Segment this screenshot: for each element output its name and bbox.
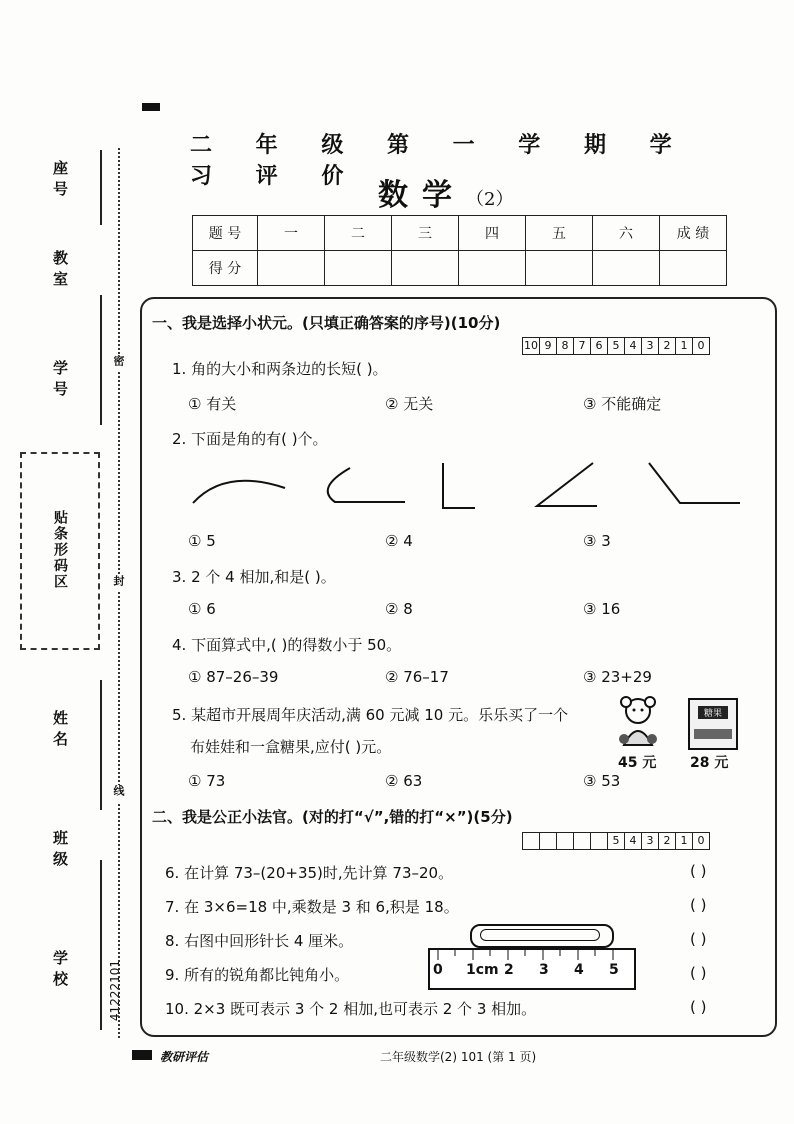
score-row-label: 得 分 — [193, 251, 258, 286]
name-label: 姓名 — [51, 710, 69, 752]
counter-cell: 5 — [608, 833, 625, 849]
ruler-label-3: 3 — [539, 962, 549, 978]
score-table — [192, 215, 727, 286]
angle-figures — [185, 458, 745, 520]
q3-option-1: ① 6 — [188, 600, 216, 618]
divider-line — [100, 860, 102, 1030]
judge-item-10: 10. 2×3 既可表示 3 个 2 相加,也可表示 2 个 3 相加。 — [165, 1000, 537, 1018]
candy-box-icon — [688, 698, 738, 750]
class-label: 班级 — [51, 830, 69, 872]
q3-option-3: ③ 16 — [583, 600, 621, 618]
divider-line — [100, 150, 102, 225]
counter-cell: 0 — [697, 834, 705, 847]
q4-option-2: ② 76–17 — [385, 668, 449, 686]
counter-cell: 1 — [676, 338, 693, 354]
counter-cell: 4 — [625, 338, 642, 354]
divider-line — [100, 680, 102, 810]
seal-mark-3: 线 — [112, 785, 125, 802]
score-cell[interactable] — [660, 251, 727, 286]
score-cell[interactable] — [392, 251, 459, 286]
doll-price: 45 元 — [618, 755, 657, 771]
ruler-ticks — [430, 950, 634, 962]
counter-cell: 9 — [540, 338, 557, 354]
q2-option-2: ② 4 — [385, 532, 413, 550]
acute-angle-figure — [537, 463, 597, 506]
score-header-cell: 题 号 — [193, 216, 258, 251]
barcode-label: 贴条形码区 — [52, 510, 68, 590]
divider-line — [100, 295, 102, 425]
ruler — [428, 948, 636, 990]
footer-mark — [132, 1050, 152, 1060]
counter-cell: 8 — [557, 338, 574, 354]
question-4: 4. 下面算式中,( )的得数小于 50。 — [172, 636, 402, 654]
counter-cell — [574, 833, 591, 849]
ruler-label-4: 4 — [574, 962, 584, 978]
judge-item-8: 8. 右图中回形针长 4 厘米。 — [165, 932, 354, 950]
answer-paren-9[interactable]: ( ) — [690, 964, 707, 982]
q1-option-2: ② 无关 — [385, 395, 434, 413]
page-title: 二 年 级 第 一 学 期 学 习 评 价 — [190, 133, 690, 189]
q1-option-1: ① 有关 — [188, 395, 237, 413]
seat-label: 座号 — [51, 160, 69, 202]
seal-line — [118, 148, 120, 1038]
ruler-label-0: 0 — [433, 962, 443, 978]
counter-cell: 2 — [659, 338, 676, 354]
counter-cell: 1 — [676, 833, 693, 849]
q5-option-2: ② 63 — [385, 772, 423, 790]
paperclip-inner — [480, 929, 600, 941]
counter-cell — [591, 833, 608, 849]
question-5-line1: 5. 某超市开展周年庆活动,满 60 元减 10 元。乐乐买了一个 — [172, 706, 569, 724]
score-cell[interactable] — [258, 251, 325, 286]
score-cell[interactable] — [526, 251, 593, 286]
subject-title — [378, 170, 513, 214]
score-header-cell: 二 — [325, 216, 392, 251]
answer-paren-10[interactable]: ( ) — [690, 998, 707, 1016]
q1-option-3: ③ 不能确定 — [583, 395, 662, 413]
score-header-cell: 成 绩 — [660, 216, 727, 251]
footer-center: 二年级数学(2) 101 (第 1 页) — [380, 1050, 537, 1064]
section2-score-counter — [522, 832, 710, 850]
counter-cell — [557, 833, 574, 849]
score-header-cell: 六 — [593, 216, 660, 251]
answer-paren-6[interactable]: ( ) — [690, 862, 707, 880]
paperclip-icon — [470, 924, 614, 948]
counter-cell: 5 — [608, 338, 625, 354]
obtuse-angle-figure — [649, 463, 740, 503]
section1-score-counter — [522, 337, 710, 355]
counter-cell: 3 — [642, 338, 659, 354]
counter-cell: 2 — [659, 833, 676, 849]
q5-option-3: ③ 53 — [583, 772, 621, 790]
counter-cell — [523, 833, 540, 849]
school-label: 学校 — [51, 950, 69, 992]
ruler-label-1: 1cm — [466, 962, 499, 978]
question-3: 3. 2 个 4 相加,和是( )。 — [172, 568, 336, 586]
seal-mark-2: 封 — [112, 575, 125, 592]
question-2: 2. 下面是角的有( )个。 — [172, 430, 328, 448]
counter-cell: 3 — [642, 833, 659, 849]
question-1: 1. 角的大小和两条边的长短( )。 — [172, 360, 388, 378]
score-cell[interactable] — [459, 251, 526, 286]
q4-option-1: ① 87–26–39 — [188, 668, 279, 686]
q3-option-2: ② 8 — [385, 600, 413, 618]
arc-figure — [193, 481, 285, 503]
right-angle-figure — [443, 463, 475, 508]
subject-number: （2） — [466, 189, 514, 210]
subject-name: 数学 — [378, 178, 466, 213]
counter-cell: 4 — [625, 833, 642, 849]
candy-price: 28 元 — [690, 755, 729, 771]
code-label: 41222101 — [108, 960, 122, 1022]
q2-option-1: ① 5 — [188, 532, 216, 550]
ruler-label-2: 2 — [504, 962, 514, 978]
counter-cell: 7 — [574, 338, 591, 354]
score-cell[interactable] — [593, 251, 660, 286]
judge-item-7: 7. 在 3×6=18 中,乘数是 3 和 6,积是 18。 — [165, 898, 459, 916]
question-5-line2: 布娃娃和一盒糖果,应付( )元。 — [190, 738, 392, 756]
q5-option-1: ① 73 — [188, 772, 226, 790]
score-header-cell: 一 — [258, 216, 325, 251]
score-cell[interactable] — [325, 251, 392, 286]
judge-item-9: 9. 所有的锐角都比钝角小。 — [165, 966, 350, 984]
counter-cell: 6 — [591, 338, 608, 354]
doll-icon — [610, 695, 666, 749]
counter-cell: 10 — [524, 339, 538, 352]
score-header-cell: 五 — [526, 216, 593, 251]
room-label: 教室 — [51, 250, 69, 292]
candy-box-stripe — [694, 729, 732, 739]
student-no-label: 学号 — [51, 360, 69, 402]
answer-paren-7[interactable]: ( ) — [690, 896, 707, 914]
footer-left: 教研评估 — [160, 1050, 209, 1064]
corner-mark — [142, 103, 160, 111]
q4-option-3: ③ 23+29 — [583, 668, 652, 686]
candy-box-label: 糖果 — [698, 706, 728, 719]
curve-figure — [328, 468, 405, 502]
score-header-cell: 四 — [459, 216, 526, 251]
section1-title: 一、我是选择小状元。(只填正确答案的序号)(10分) — [152, 314, 501, 332]
answer-paren-8[interactable]: ( ) — [690, 930, 707, 948]
ruler-label-5: 5 — [609, 962, 619, 978]
judge-item-6: 6. 在计算 73–(20+35)时,先计算 73–20。 — [165, 864, 454, 882]
seal-mark-1: 密 — [112, 355, 125, 372]
q2-option-3: ③ 3 — [583, 532, 611, 550]
section2-title: 二、我是公正小法官。(对的打“√”,错的打“×”)(5分) — [152, 808, 513, 826]
counter-cell: 0 — [697, 339, 705, 352]
counter-cell — [540, 833, 557, 849]
score-header-cell: 三 — [392, 216, 459, 251]
